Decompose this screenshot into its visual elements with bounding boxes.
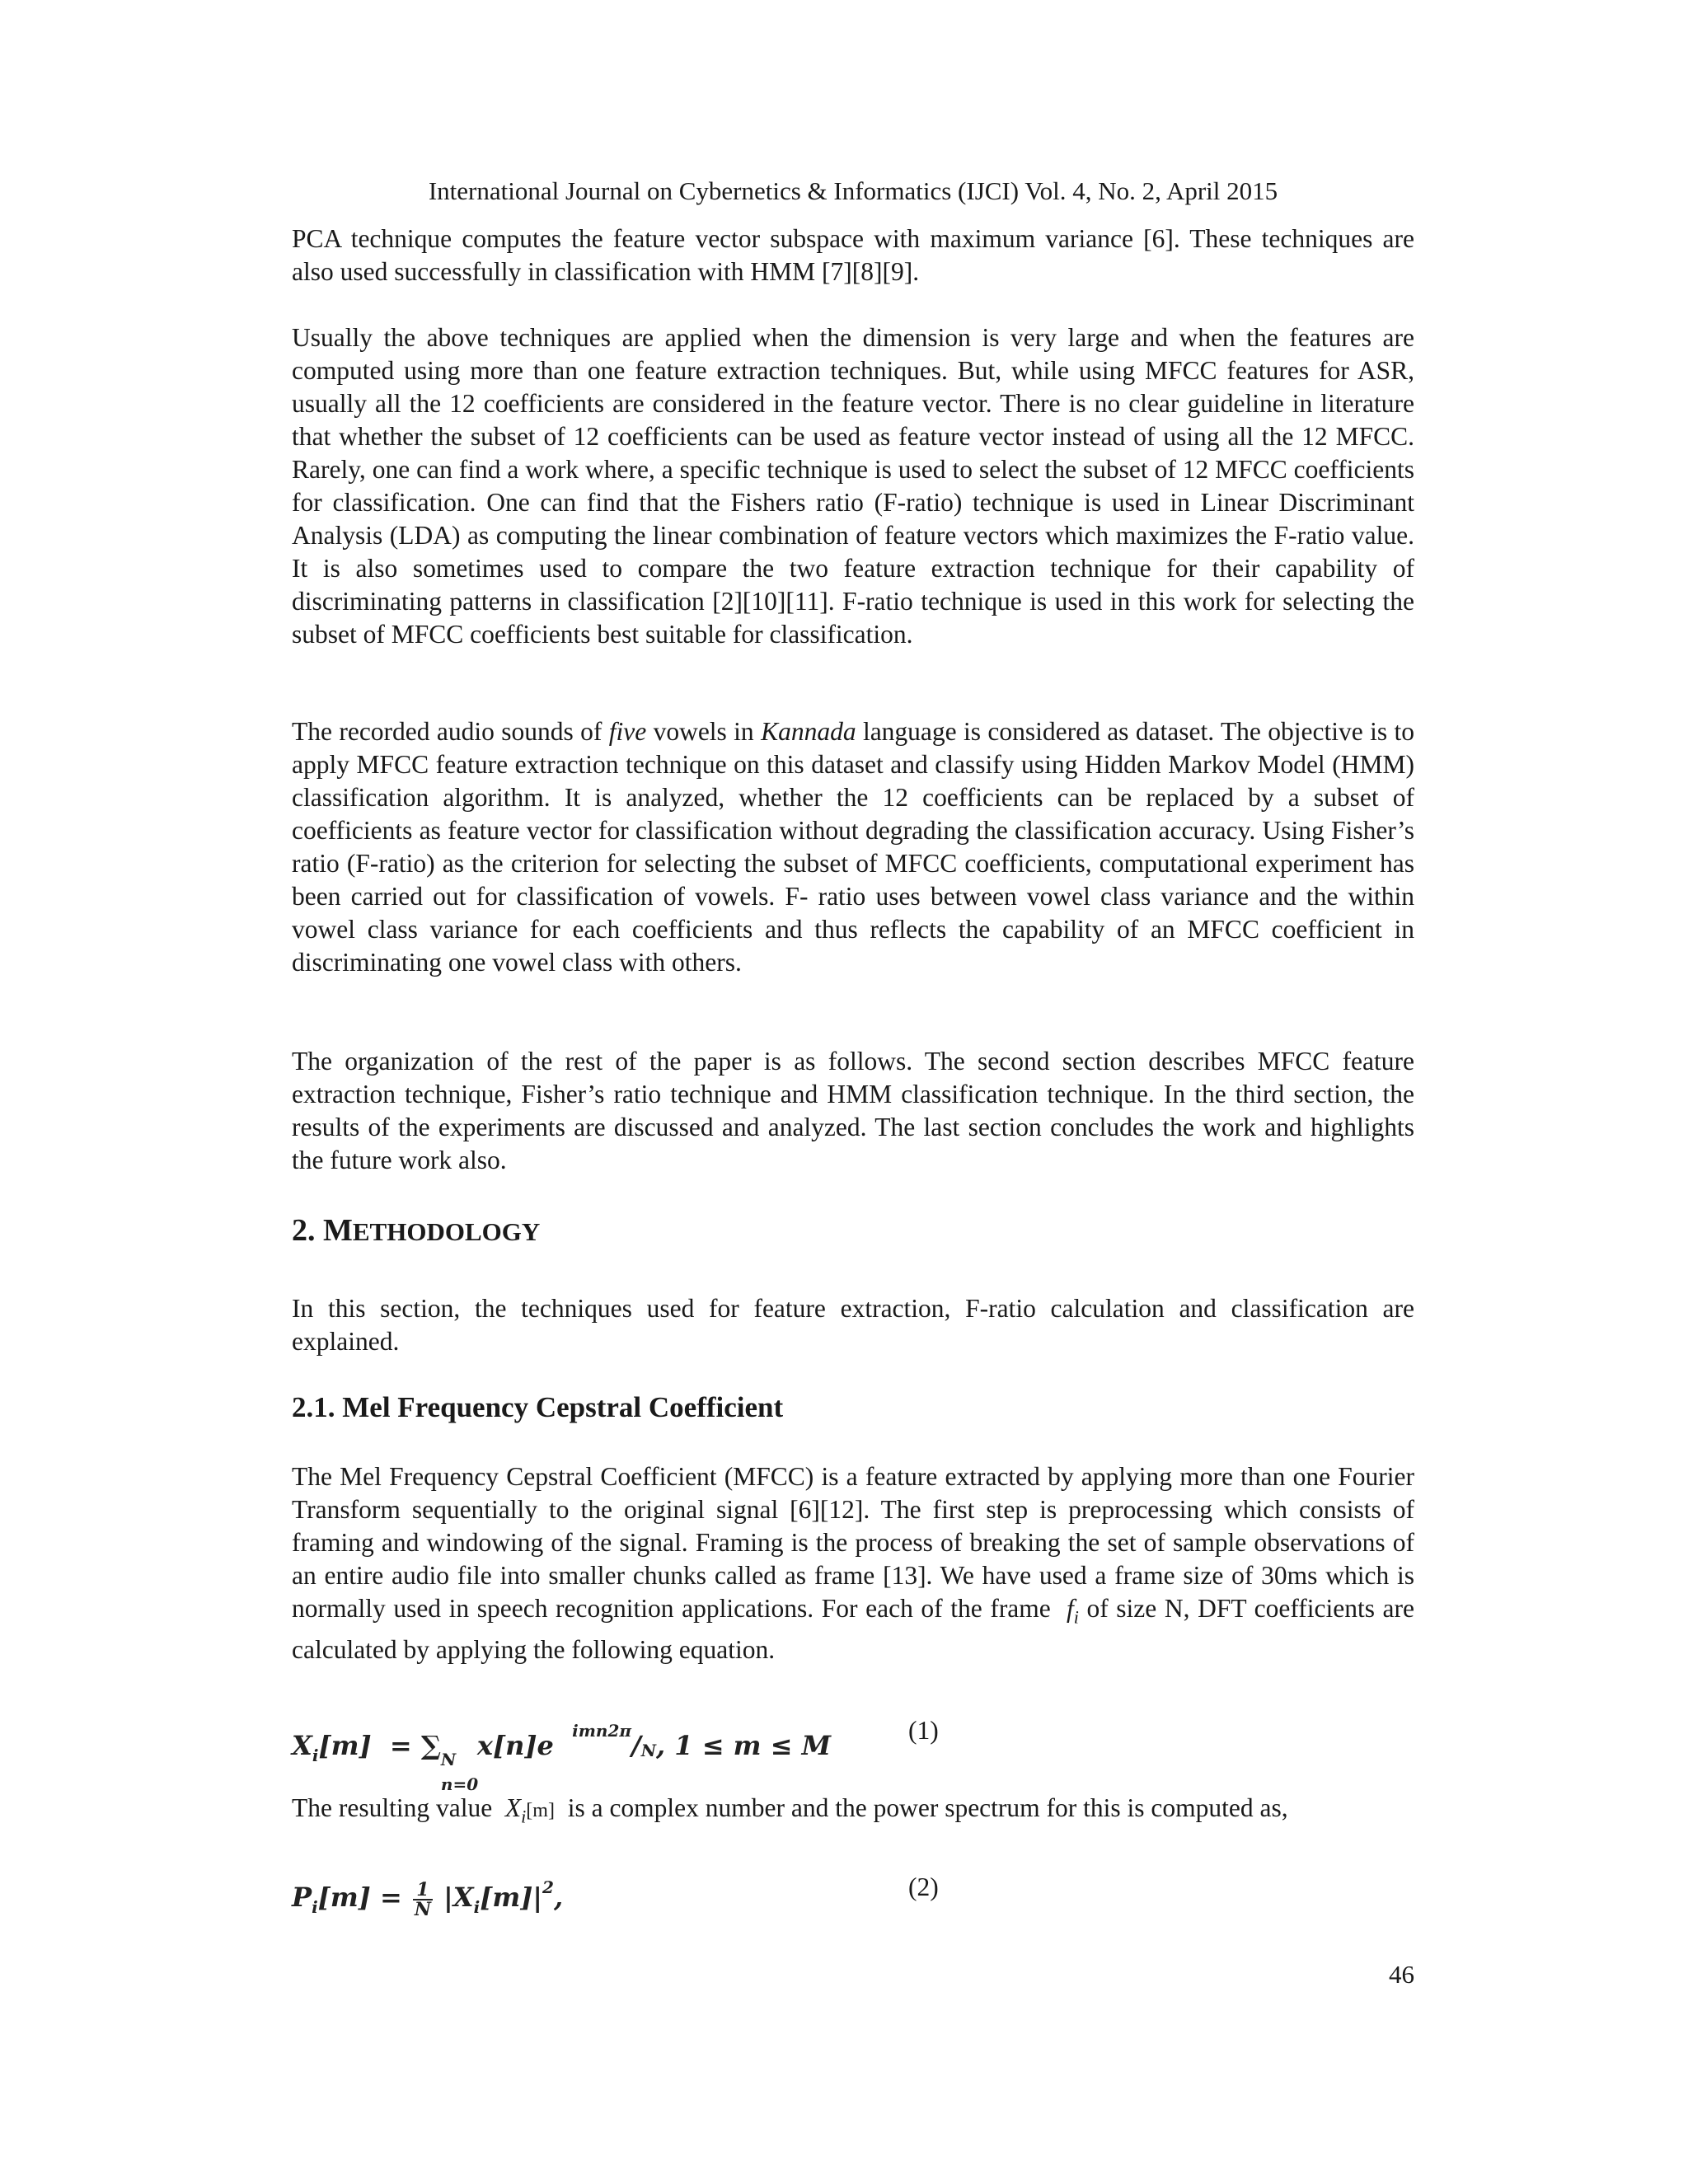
equation-2 [292,1864,1414,1920]
power-text-b: is a complex number and the power spectrum for this is computed as, [560,1793,1288,1822]
section-heading-methodology [292,1212,540,1251]
xim-subscript: i [521,1806,527,1827]
paragraph-section-intro: In this section, the techniques used for feature extraction, F-ratio calculation and classification are explained. [292,1294,1414,1356]
equation-1-number: (1) [908,1716,939,1745]
dataset-text-c: vowels in [646,717,762,746]
paragraph-organization: The organization of the rest of the paper is as follows. The second section describes MFCC feature extraction technique, Fisher’s ratio technique and HMM classification technique. In the third section, the results of the experiments are discussed and analyzed. The last section concludes the work and highlights the future work also. [292,1047,1414,1174]
section-title-rest: ETHODOLOGY [352,1217,541,1246]
section-number: 2. [292,1213,323,1248]
subsection-heading-mfcc: 2.1. Mel Frequency Cepstral Coefficient [292,1391,784,1423]
equation-2-formula: $P_i[m]$ = $\frac{1}{N}$ $|X_i[m]|^2$, [292,1877,564,1920]
equation-2-number: (2) [908,1872,939,1901]
dataset-text-a: The recorded audio sounds of [292,717,609,746]
xim-variable [499,1793,561,1827]
paragraph-mfcc [292,1460,1414,1666]
paragraph-techniques: Usually the above techniques are applied when the dimension is very large and when the features are computed using more than one feature extraction techniques. But, while using MFCC features for ASR, usually all the 12 coefficients are considered in the feature vector. There is no clear guideline in literature that whether the subset of 12 coefficients can be used as feature vector instead of using all the 12 MFCC. Rarely, one can find a work where, a specific technique is used to select the subset of 12 MFCC coefficients for classification. One can find that the Fishers ratio (F-ratio) technique is used in Linear Discriminant Analysis (LDA) as computing the linear combination of feature vectors which maximizes the F-ratio value. It is also sometimes used to compare the two feature extraction technique for their capability of discriminating patterns in classification [2][10][11]. F-ratio technique is used in this work for selecting the subset of MFCC coefficients best suitable for classification. [292,323,1414,649]
frame-variable [1058,1594,1079,1628]
dataset-text-kannada: Kannada [761,717,856,746]
equation-1 [292,1708,1414,1794]
page-number: 46 [1389,1960,1414,1989]
frame-variable-subscript: i [1073,1606,1079,1628]
equation-1-formula: $X_i[m]$ = ∑ N n=0 x[n]e $^{imn2\pi}$/N, 1 ≤ m ≤ M [292,1721,832,1794]
fraction-one-over-n: $\frac{1}{N}$ [414,1878,432,1920]
xim-symbol: X [504,1793,522,1822]
frame-variable-symbol: f [1066,1594,1074,1623]
mfcc-text-b: of size N, DFT coefficients are calculated by applying the following equation. [292,1594,1414,1665]
mfcc-text-a: The Mel Frequency Cepstral Coefficient (MFCC) is a feature extracted by applying more than one Fourier Transform sequentially to the original signal [6][12]. The first step is preprocessing which consists of framing and windowing of the signal. Framing is the process of breaking the set of sample observations of an entire audio file into smaller chunks called as frame [13]. We have used a frame size of 30ms which is normally used in speech recognition applications. For each of the frame [292,1462,1414,1623]
power-text-a: The resulting value [292,1793,499,1822]
dataset-text-five: five [608,717,647,746]
running-header: International Journal on Cybernetics & Informatics (IJCI) Vol. 4, No. 2, April 2015 [428,176,1278,205]
dataset-text-e: language is considered as dataset. The objective is to apply MFCC feature extraction technique on this dataset and classify using Hidden Markov Model (HMM) classification algorithm. It is analyzed, whether the 12 coefficients can be replaced by a subset of coefficients as feature vector for classification without degrading the classification accuracy. Using Fisher’s ratio (F-ratio) as the criterion for selecting the subset of MFCC coefficients, computational experiment has been carried out for classification of vowels. F- ratio uses between vowel class variance and the within vowel class variance for each coefficients and thus reflects the capability of an MFCC coefficient in discriminating one vowel class with others. [292,717,1414,977]
paragraph-dataset [292,715,1414,979]
section-title-initial: M [323,1213,353,1248]
xim-index: [m] [526,1800,555,1821]
paragraph-power-spectrum [292,1792,1414,1833]
paragraph-pca: PCA technique computes the feature vector subspace with maximum variance [6]. These techniques are also used successfully in classification with HMM [7][8][9]. [292,224,1414,286]
